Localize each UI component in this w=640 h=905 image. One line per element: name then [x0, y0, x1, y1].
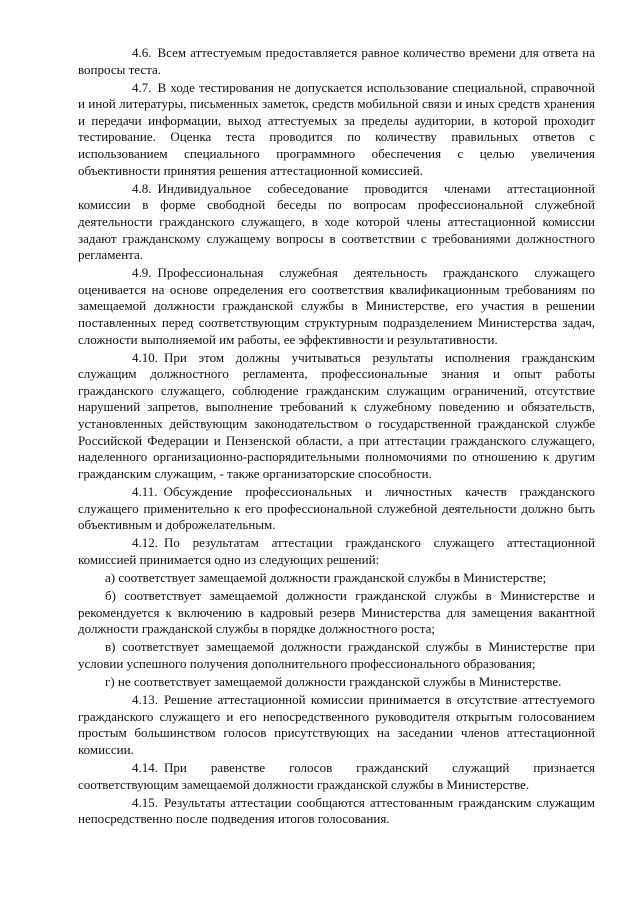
paragraph-number: 4.15.: [132, 794, 158, 810]
paragraph-text: Результаты аттестации сообщаются аттестованным гражданским служащим непосредственно после подведения итогов голосования.: [78, 794, 595, 827]
paragraph-text: При равенстве голосов гражданский служащий признается соответствующим замещаемой должности гражданской службы в Министерстве.: [78, 759, 595, 792]
paragraph-text: При этом должны учитываться результаты исполнения гражданским служащим должностного регламента, профессиональные знания и опыт работы гражданского служащего, соблюдение гражданским служащим ограничений, отсутствие нарушений запретов, выполнение требований к служебному поведению и обязательств, установленных действующим законодательством о государственной гражданской службе Российской Федерации и Пензенской области, а при аттестации гражданского служащего, наделенного организационно-распорядительными полномочиями по отношению к другим гражданским служащим, - также организаторские способности.: [78, 349, 595, 481]
paragraph-4-9: [78, 265, 595, 348]
paragraph-4-15: [78, 795, 595, 828]
decision-item-a: а) соответствует замещаемой должности гражданской службы в Министерстве;: [105, 569, 547, 585]
paragraph-number: 4.12.: [132, 535, 158, 551]
paragraph-text: Профессиональная служебная деятельность гражданского служащего оценивается на основе определения его соответствия квалификационным требованиям по замещаемой должности гражданской службы в Министерстве, его участия в решении поставленных перед соответствующим структурным подразделением Министерства задач, сложности выполняемой им работы, ее эффективности и результативности.: [78, 265, 595, 347]
paragraph-number: 4.11.: [132, 483, 158, 499]
paragraph-4-6: [78, 45, 595, 78]
paragraph-4-13: [78, 692, 595, 758]
decision-item-b: б) соответствует замещаемой должности гражданской службы в Министерстве и рекомендуется к включению в кадровый резерв Министерства для замещения вакантной должности гражданской службы в порядке должностного роста;: [78, 588, 595, 637]
decision-item-v: в) соответствует замещаемой должности гражданской службы в Министерстве при условии успешного получения дополнительного профессионального образования;: [78, 639, 595, 671]
paragraph-number: 4.8.: [132, 180, 152, 196]
paragraph-number: 4.9.: [132, 265, 152, 281]
document-page: [78, 45, 595, 829]
paragraph-number: 4.10.: [132, 349, 158, 365]
paragraph-text: Всем аттестуемым предоставляется равное количество времени для ответа на вопросы теста.: [78, 45, 595, 77]
paragraph-text: В ходе тестирования не допускается использование специальной, справочной и иной литературы, письменных заметок, средств мобильной связи и иных средств хранения и передачи информации, выход аттестуемых за пределы аудитории, в которой проходит тестирование. Оценка теста проводится по количеству правильных ответов с использованием специального программного обеспечения с целью увеличения объективности принятия решения аттестационной комиссией.: [78, 79, 595, 178]
decision-item-g: г) не соответствует замещаемой должности гражданской службы в Министерстве.: [105, 673, 562, 689]
paragraph-text: Обсуждение профессиональных и личностных качеств гражданского служащего применительно к его профессиональной служебной деятельности должно быть объективным и доброжелательным.: [78, 483, 595, 533]
paragraph-number: 4.14.: [132, 759, 158, 775]
paragraph-4-10: [78, 350, 595, 483]
paragraph-4-8: [78, 181, 595, 264]
paragraph-number: 4.7.: [132, 79, 152, 95]
paragraph-number: 4.6.: [132, 45, 152, 60]
paragraph-text: Решение аттестационной комиссии принимается в отсутствие аттестуемого гражданского служащего и его непосредственного руководителя открытым голосованием простым большинством голосов присутствующих на заседании членов аттестационной комиссии.: [78, 692, 595, 757]
paragraph-text: Индивидуальное собеседование проводится членами аттестационной комиссии в форме свободной беседы по вопросам профессиональной служебной деятельности гражданского служащего, в ходе которой члены аттестационной комиссии задают гражданскому служащему вопросы в соответствии с требованиями должностного регламента.: [78, 180, 595, 263]
paragraph-number: 4.13.: [132, 692, 158, 708]
paragraph-text: По результатам аттестации гражданского служащего аттестационной комиссией принимается одно из следующих решений:: [78, 535, 595, 567]
paragraph-4-7: [78, 80, 595, 180]
paragraph-4-14: [78, 760, 595, 793]
paragraph-4-12: [78, 535, 595, 568]
paragraph-4-11: [78, 484, 595, 534]
